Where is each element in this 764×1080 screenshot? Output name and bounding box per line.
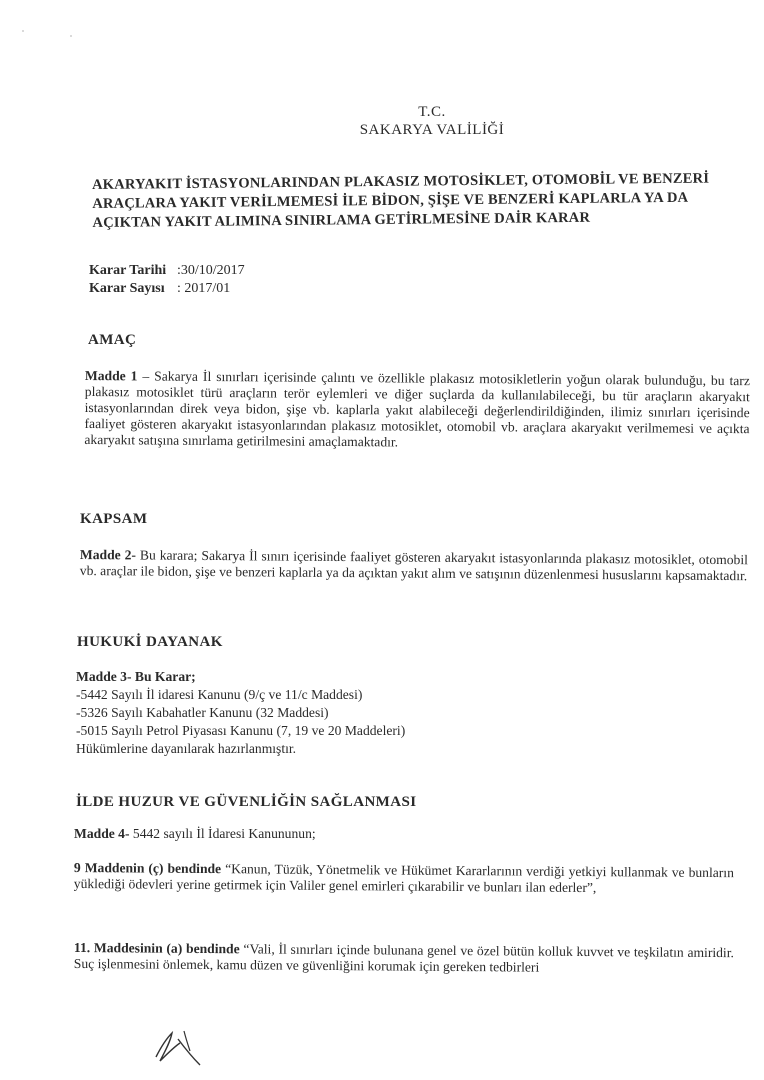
title-line-1: AKARYAKIT İSTASYONLARINDAN PLAKASIZ MOTOSİKLET, OTOMOBİL VE BENZERİ (92, 170, 710, 193)
paragraph-madde-4 (74, 826, 316, 842)
madde-1-text: – Sakarya İl sınırları içerisinde çalıntı ve özellikle plakasız motosikletlerin yoğun olarak bulunduğu, bu tarz plakasız motosiklet türü araçların terör eylemleri ve diğer suçlarda da kullanılabileceği, bu tür araçların akaryakıt istasyonlarından direk veya bidon, şişe vb. kaplarla yakıt alabileceği değerlendirildiğinden, ilimiz sınırları içerisinde faaliyet gösteren akaryakıt istasyonlarından plakasız motosiklet, otomobil vb. araçlara akaryakıt verilmemesi ve açıkta akaryakıt satışına sınırlama getirilmesini amaçlamaktadır. (84, 368, 750, 450)
decision-meta (89, 262, 245, 298)
article-11-text: “Vali, İl sınırları içinde bulunana genel ve özel bütün kolluk kuvvet ve teşkilatın amiridir. Suç işlenmesini önlemek, kamu düzen ve güvenliğini korumak için gereken tedbirleri (73, 941, 734, 975)
madde-1-label: Madde 1 (84, 368, 138, 384)
madde-4-text: 5442 sayılı İl İdaresi Kanununun; (129, 826, 316, 841)
legal-basis-item: -5015 Sayılı Petrol Piyasası Kanunu (7, 19 ve 20 Maddeleri) (76, 723, 406, 738)
heading-hukuki-dayanak: HUKUKİ DAYANAK (77, 634, 223, 650)
legal-basis-closing: Hükümlerine dayanılarak hazırlanmıştır. (76, 741, 297, 756)
number-label: Karar Sayısı (89, 281, 165, 296)
title-line-2: ARAÇLARA YAKIT VERİLMEMESİ İLE BİDON, ŞİŞE VE BENZERİ KAPLARLA YA DA (92, 189, 689, 212)
legal-basis-item: -5326 Sayılı Kabahatler Kanunu (32 Maddesi) (76, 705, 329, 720)
legal-basis-item: -5442 Sayılı İl idaresi Kanunu (9/ç ve 11/c Maddesi) (76, 687, 363, 702)
article-11-label: 11. Maddesinin (a) bendinde (73, 940, 240, 957)
header-tc: T.C. (418, 104, 446, 120)
article-9-text: “Kanun, Tüzük, Yönetmelik ve Hükümet Kararlarının verdiği yetkiyi kullanmak ve bunların yüklediği ödevleri yerine getirmek için Valiler genel emirleri çıkarabilir ve bunları ilan ederler”, (73, 861, 734, 896)
scan-speck (22, 30, 24, 32)
header-authority: SAKARYA VALİLİĞİ (359, 122, 505, 138)
title-line-3: AÇIKTAN YAKIT ALIMINA SINIRLAMA GETİRLMESİNE DAİR KARAR (92, 209, 591, 231)
date-label: Karar Tarihi (89, 263, 167, 278)
document-title (92, 169, 753, 233)
paragraph-madde-1 (84, 368, 750, 453)
paragraph-9-c (74, 860, 734, 897)
paragraph-madde-2 (80, 547, 748, 584)
number-value: : 2017/01 (177, 281, 231, 296)
heading-kapsam: KAPSAM (80, 511, 148, 527)
heading-huzur-guvenlik: İLDE HUZUR VE GÜVENLİĞİN SAĞLANMASI (76, 794, 417, 810)
madde-4-label: Madde 4- (74, 826, 130, 841)
madde-2-label: Madde 2- (79, 547, 137, 563)
heading-amac: AMAÇ (88, 332, 137, 348)
date-value: :30/10/2017 (177, 263, 245, 278)
paragraph-11-a (74, 940, 734, 977)
scan-speck (70, 35, 72, 37)
madde-2-text: Bu karara; Sakarya İl sınırı içerisinde faaliyet gösteren akaryakıt istasyonlarında plakasız motosiklet, otomobil vb. araçlar ile bidon, şişe ve benzeri kaplarla ya da açıktan yakıt alım ve satışının düzenlenmesi hususlarını kapsamaktadır. (79, 547, 748, 584)
signature-initials (150, 1025, 210, 1070)
madde-3-label: Madde 3- Bu Karar; (76, 669, 196, 684)
article-9-label: 9 Maddenin (ç) bendinde (73, 860, 222, 877)
